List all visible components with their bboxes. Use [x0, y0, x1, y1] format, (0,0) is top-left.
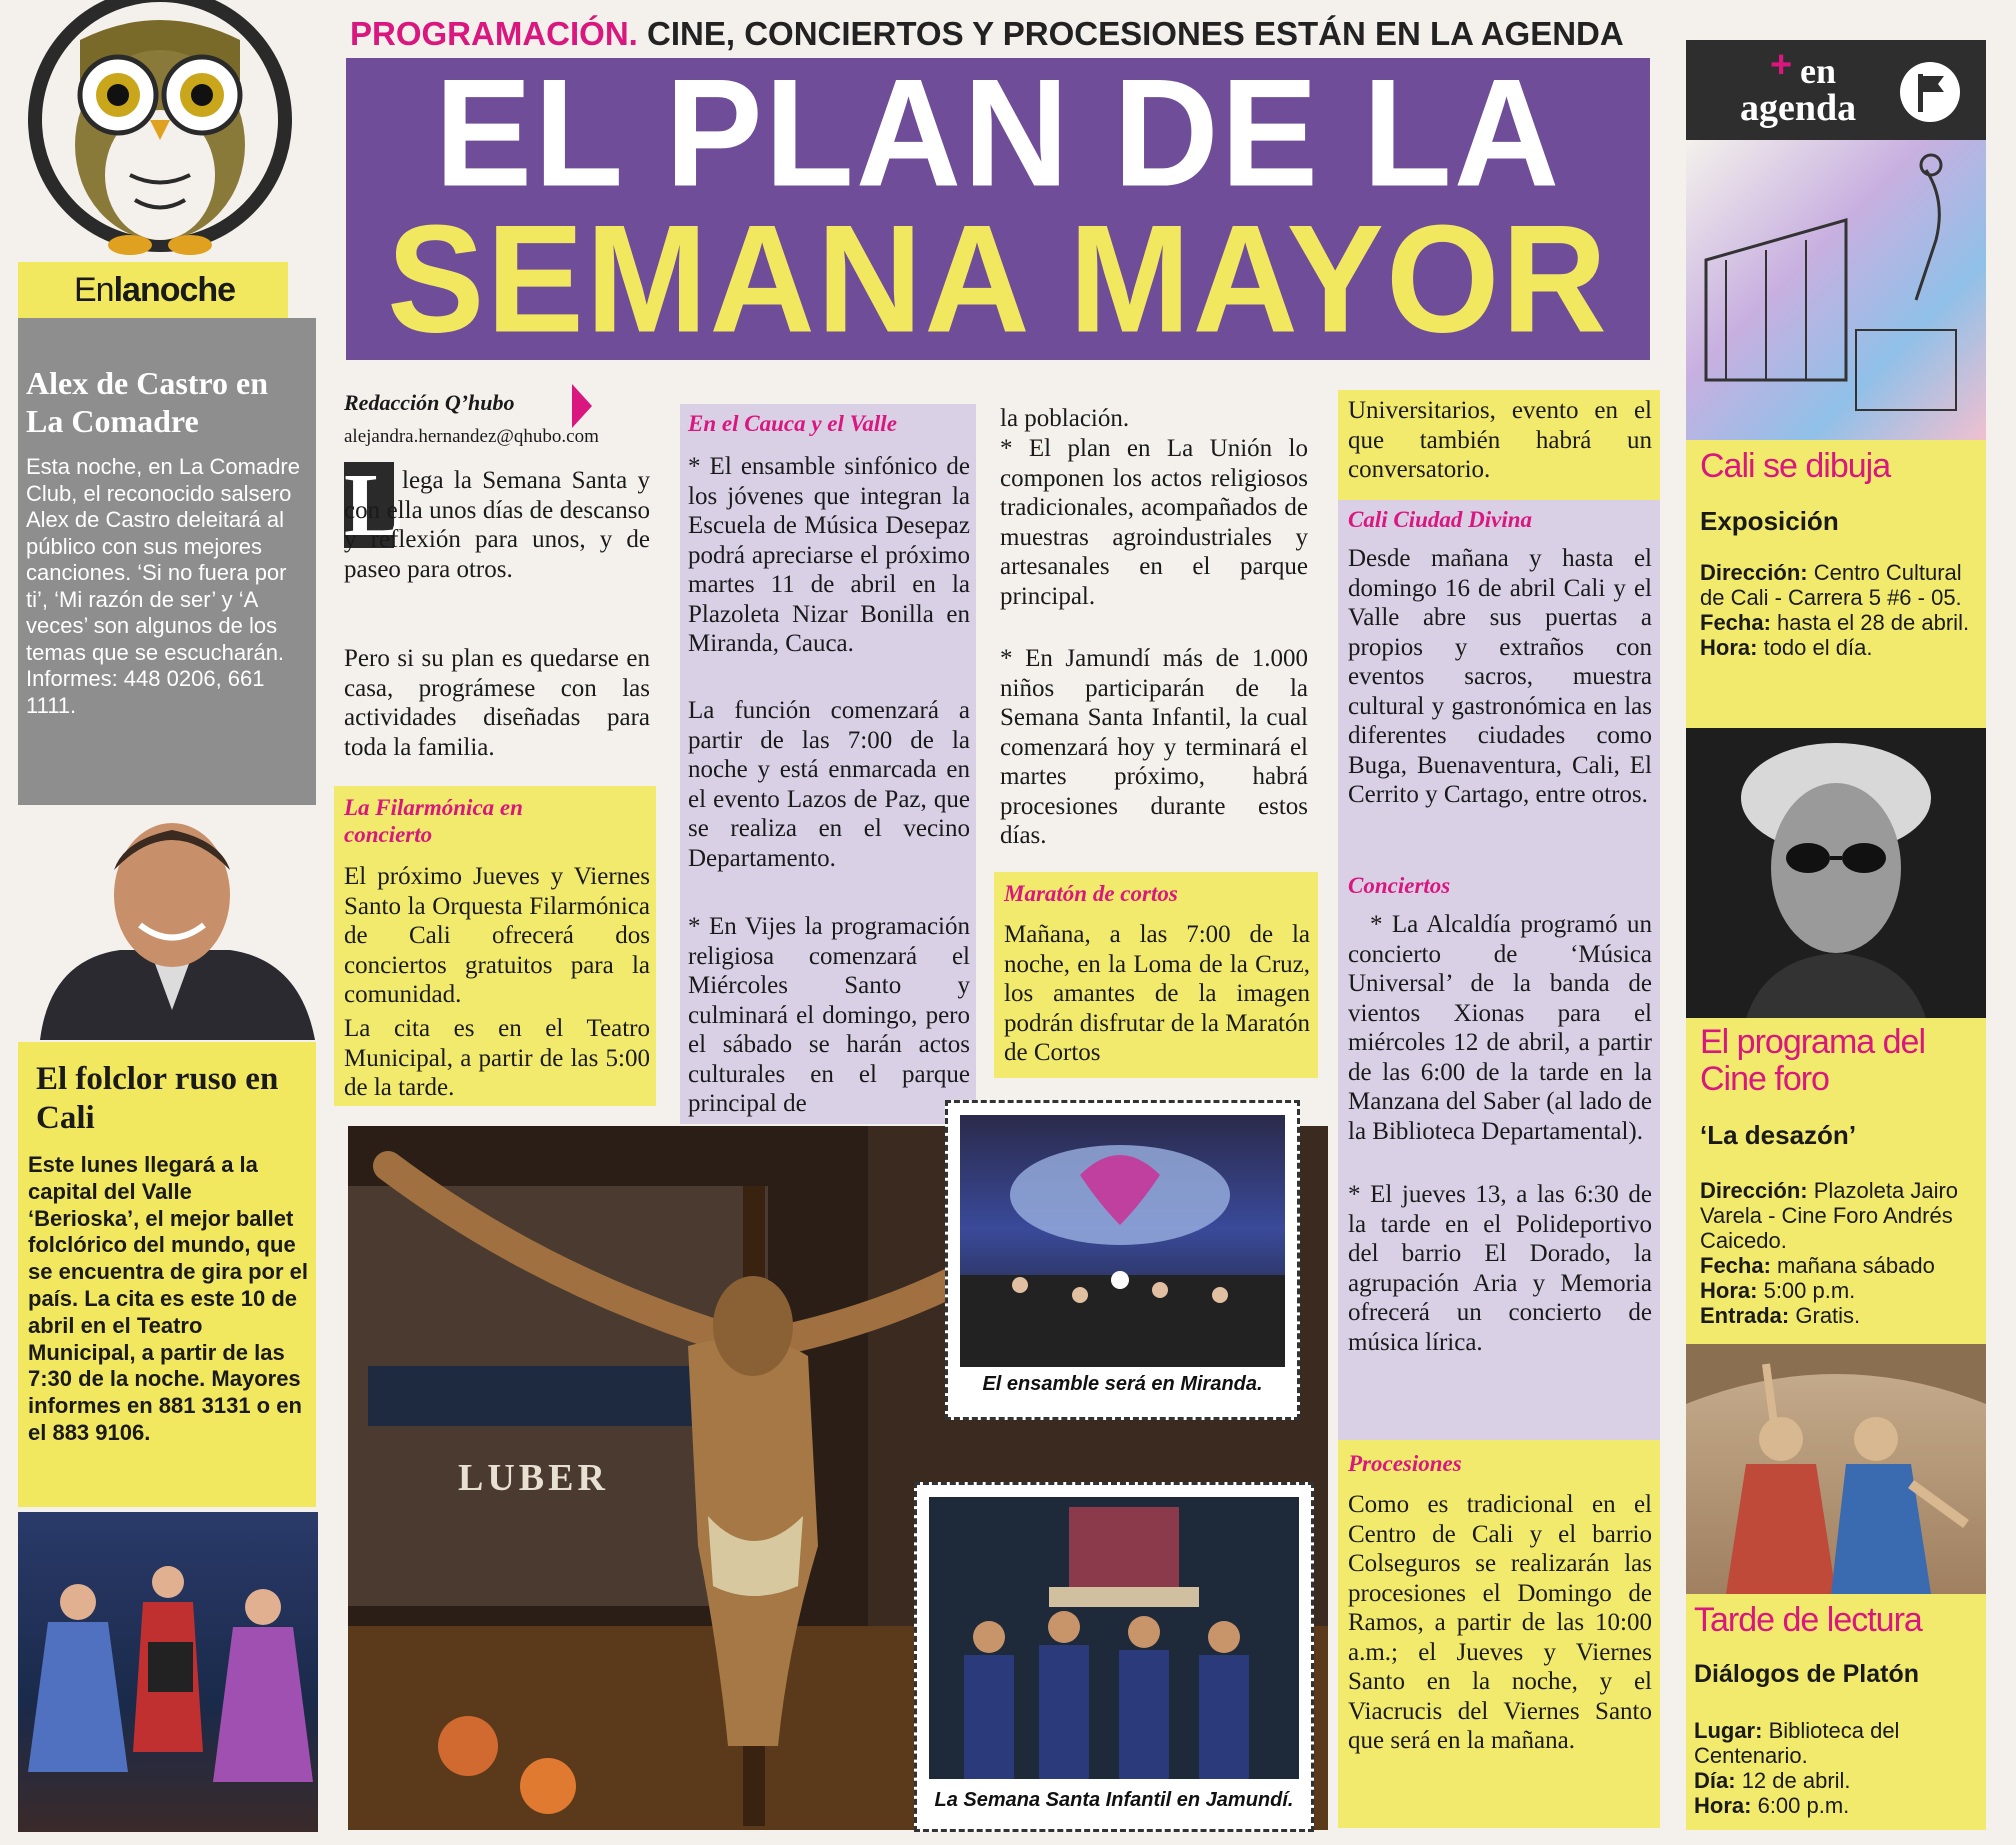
- section-badge: Enlanoche: [18, 262, 288, 318]
- jamundi-photo: [929, 1497, 1299, 1779]
- byline-email: alejandra.hernandez@qhubo.com: [344, 426, 599, 447]
- miranda-photo: [960, 1115, 1285, 1367]
- col3-paragraph-3: * En Jamundí más de 1.000 niños participarán de la Semana Santa Infantil, la cual comenzará hoy y terminará el martes próximo, habrá procesiones durante estos días.: [1000, 645, 1308, 849]
- maraton-paragraph: Mañana, a las 7:00 de la noche, en la Loma de la Cruz, los amantes de la imagen podrán disfrutar de la Maratón de Cortos: [1004, 921, 1310, 1066]
- agenda-badge-plus: +: [1770, 44, 1793, 86]
- platon-painting: [1686, 1344, 1986, 1594]
- filarmonica-paragraph-1: El próximo Jueves y Viernes Santo la Orquesta Filarmónica de Cali ofrecerá dos conciertos gratuitos para la comunidad.: [344, 863, 650, 1008]
- kicker-label: PROGRAMACIÓN.: [350, 15, 638, 52]
- story2-title: El folclor ruso en Cali: [36, 1061, 279, 1136]
- singer-photo: [30, 810, 315, 1040]
- filarmonica-title: La Filarmónica en concierto: [344, 795, 523, 847]
- cauca-paragraph-2: La función comenzará a partir de las 7:00 de la noche y está enmarcada en el evento Lazos de Paz, que se realiza en el vecino Departamento.: [688, 697, 970, 872]
- flag-icon: [1900, 62, 1960, 122]
- city-illustration: [1686, 140, 1986, 440]
- cauca-title: En el Cauca y el Valle: [688, 411, 897, 436]
- intro-paragraph-2: Pero si su plan es quedarse en casa, prográmese con las actividades diseñadas para toda la familia.: [344, 645, 650, 761]
- col3-paragraph-2: * El plan en La Unión lo componen los actos religiosos tradicionales, acompañados de muestras agroindustriales y artesanales en el parque principal.: [1000, 435, 1308, 610]
- cauca-paragraph-3: * En Vijes la programación religiosa comenzará el Miércoles Santo y culminará el domingo, pero el sábado se harán actos culturales en el parque principal de: [688, 913, 970, 1117]
- owl-icon: [10, 0, 310, 270]
- conciertos-paragraph-1: * La Alcaldía programó un concierto de ‘Música Universal’ de la banda de vientos Xionas para el miércoles 12 de abril, a partir de las 6:00 de la tarde en la Manzana del Saber (al lado de la Biblioteca Departamental).: [1348, 911, 1652, 1145]
- byline-chevron-icon: [572, 384, 592, 428]
- agenda-item3-details: Lugar: Biblioteca del Centenario. Día: 12 de abril. Hora: 6:00 p.m.: [1694, 1718, 1900, 1818]
- miranda-caption: El ensamble será en Miranda.: [960, 1373, 1285, 1396]
- agenda-badge-agenda: agenda: [1740, 87, 1857, 129]
- agenda-item1-title: Exposición: [1700, 506, 1839, 536]
- conciertos-paragraph-2: * El jueves 13, a las 6:30 de la tarde en el Polideportivo del barrio El Dorado, la agrupación Aria y Memoria ofrecerá un concierto de música lírica.: [1348, 1181, 1652, 1356]
- agenda-item2-title: ‘La desazón’: [1700, 1120, 1857, 1150]
- storefront-sign: LUBER: [458, 1457, 609, 1499]
- agenda-item2-head: El programa del Cine foro: [1700, 1023, 1926, 1098]
- intro-paragraph-1: lega la Semana Santa y con ella unos días de descanso y reflexión para unos, y de paseo para otros.: [344, 467, 650, 583]
- story1-title: Alex de Castro en La Comadre: [26, 365, 269, 439]
- headline-line2: SEMANA MAYOR: [387, 192, 1609, 365]
- dancers-photo: [18, 1512, 318, 1832]
- kicker-text: CINE, CONCIERTOS Y PROCESIONES ESTÁN EN LA AGENDA: [647, 15, 1624, 52]
- agenda-item3-head: Tarde de lectura: [1694, 1601, 1922, 1639]
- col4-paragraph-0: Universitarios, evento en el que también habrá un conversatorio.: [1348, 397, 1652, 483]
- jamundi-caption: La Semana Santa Infantil en Jamundí.: [929, 1789, 1299, 1812]
- agenda-badge-en: en: [1800, 51, 1836, 91]
- jamundi-photo-frame: [914, 1482, 1314, 1832]
- agenda-item1-head: Cali se dibuja: [1700, 447, 1891, 485]
- dropcap: L: [344, 456, 405, 555]
- filarmonica-paragraph-2: La cita es en el Teatro Municipal, a partir de las 5:00 de la tarde.: [344, 1015, 650, 1101]
- procesiones-title: Procesiones: [1348, 1451, 1462, 1476]
- miranda-photo-frame: [945, 1100, 1300, 1420]
- col3-paragraph-1: la población.: [1000, 405, 1130, 432]
- agenda-item3-title: Diálogos de Platón: [1694, 1660, 1920, 1688]
- procesiones-paragraph: Como es tradicional en el Centro de Cali y el barrio Colseguros se realizarán las procesiones el Domingo de Ramos, a partir de las 10:00 a.m.; el Jueves y Viernes Santo en la noche, y el Viacrucis del Viernes Santo que será en la mañana.: [1348, 1491, 1652, 1754]
- divina-title: Cali Ciudad Divina: [1348, 507, 1533, 532]
- headline-line1: EL PLAN DE LA: [434, 46, 1562, 219]
- agenda-item1-details: Dirección: Centro Cultural de Cali - Carrera 5 #6 - 05. Fecha: hasta el 28 de abril. Hora: todo el día.: [1700, 560, 1970, 660]
- story2-body: Este lunes llegará a la capital del Valle ‘Berioska’, el mejor ballet folclórico del mundo, que se encuentra de gira por el país. La cita es este 10 de abril en el Teatro Municipal, a partir de las 7:30 de la noche. Mayores informes en 881 3131 o en el 883 9106.: [28, 1152, 308, 1445]
- divina-paragraph: Desde mañana y hasta el domingo 16 de abril Cali y el Valle abre sus puertas a propios y extraños con eventos sacros, muestra cultural y gastronómica en las diferentes ciudades como Buga, Buenaventura, Cali, El Cerrito y Cartago, entre otros.: [1348, 545, 1652, 808]
- maraton-title: Maratón de cortos: [1004, 881, 1178, 906]
- story1-body: Esta noche, en La Comadre Club, el reconocido salsero Alex de Castro deleitará al público con sus mejores canciones. ‘Si no fuera por ti’, ‘Mi razón de ser’ y ‘A veces’ son algunos de los temas que se escucharán. Informes: 448 0206, 661 1111.: [26, 454, 300, 718]
- byline-author: Redacción Q’hubo: [344, 390, 515, 415]
- conciertos-title: Conciertos: [1348, 873, 1451, 898]
- owl-logo: [10, 0, 310, 270]
- cine-portrait: [1686, 728, 1986, 1018]
- agenda-item2-details: Dirección: Plazoleta Jairo Varela - Cine Foro Andrés Caicedo. Fecha: mañana sábado Hora: 5:00 p.m. Entrada: Gratis.: [1700, 1178, 1959, 1328]
- cauca-paragraph-1: * El ensamble sinfónico de los jóvenes que integran la Escuela de Música Desepaz podrá apreciarse el próximo martes 11 de abril en la Plazoleta Nizar Bonilla en Miranda, Cauca.: [688, 453, 970, 657]
